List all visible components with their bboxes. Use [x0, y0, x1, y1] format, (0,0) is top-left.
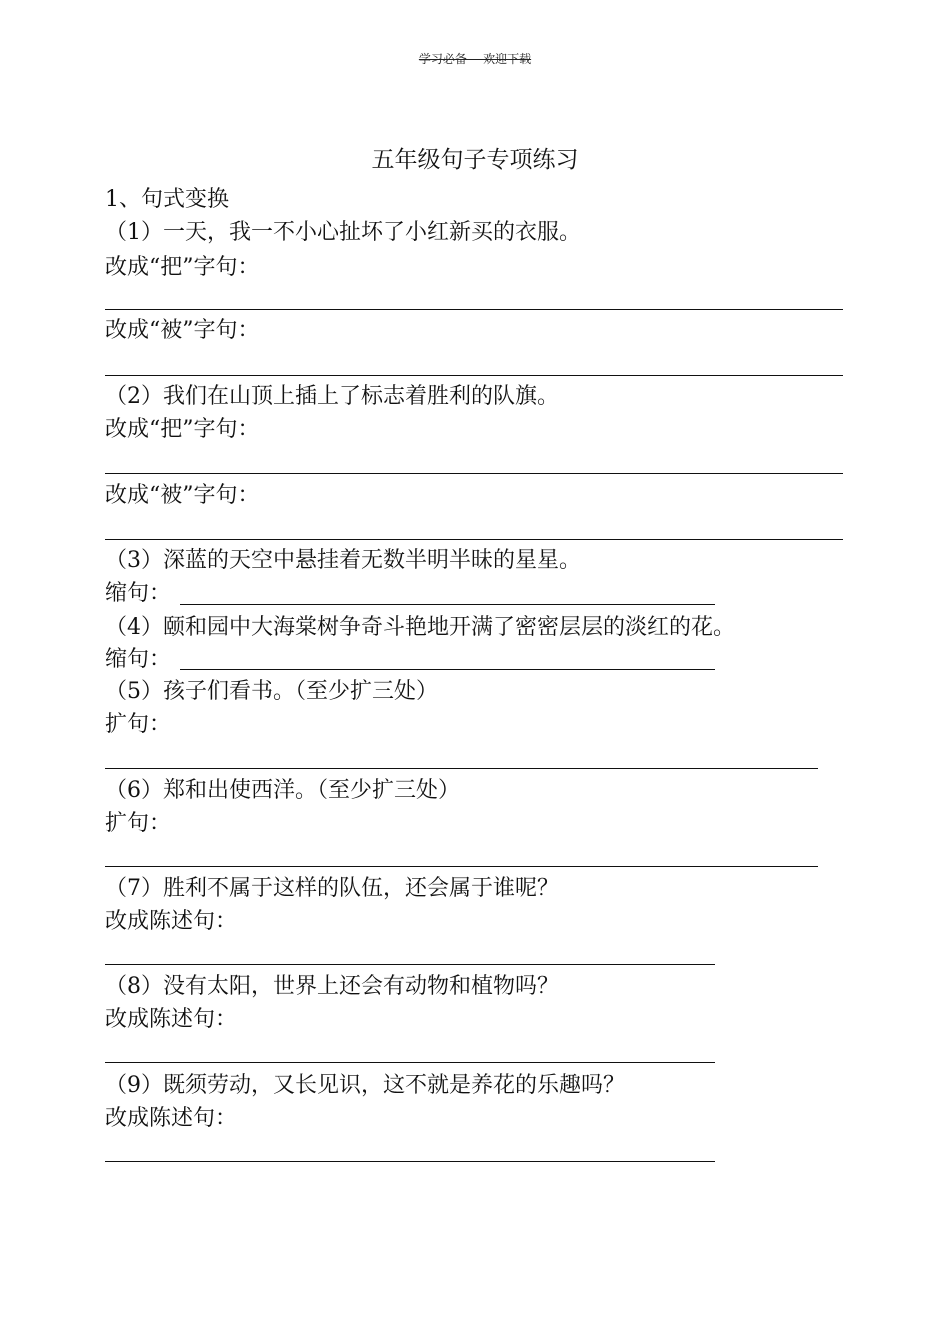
- answer-line-9[interactable]: [105, 1161, 715, 1162]
- question-4: （4）颐和园中大海棠树争奇斗艳地开满了密密层层的淡红的花。: [105, 615, 735, 640]
- answer-line-1a[interactable]: [105, 309, 843, 310]
- question-6: （6）郑和出使西洋。（至少扩三处）: [105, 778, 460, 803]
- prompt-chenshu-9: 改成陈述句：: [105, 1106, 238, 1131]
- question-3: （3）深蓝的天空中悬挂着无数半明半昧的星星。: [105, 548, 581, 573]
- question-2: （2）我们在山顶上插上了标志着胜利的队旗。: [105, 384, 559, 409]
- prompt-ba-2: 改成“把”字句：: [105, 417, 260, 442]
- answer-line-1b[interactable]: [105, 375, 843, 376]
- answer-line-2b[interactable]: [105, 539, 843, 540]
- answer-line-3[interactable]: [180, 604, 715, 605]
- answer-line-5[interactable]: [105, 768, 818, 769]
- answer-line-7[interactable]: [105, 964, 715, 965]
- prompt-chenshu-7: 改成陈述句：: [105, 909, 238, 934]
- page-title: 五年级句子专项练习: [371, 147, 579, 173]
- question-5: （5）孩子们看书。（至少扩三处）: [105, 679, 438, 704]
- prompt-suo-3: 缩句：: [105, 581, 172, 606]
- answer-line-6[interactable]: [105, 866, 818, 867]
- prompt-bei-1: 改成“被”字句：: [105, 318, 260, 343]
- question-1: （1）一天，我一不小心扯坏了小红新买的衣服。: [105, 220, 581, 245]
- answer-line-4[interactable]: [180, 669, 715, 670]
- question-7: （7）胜利不属于这样的队伍，还会属于谁呢？: [105, 876, 559, 901]
- prompt-kuo-5: 扩句：: [105, 712, 172, 737]
- prompt-chenshu-8: 改成陈述句：: [105, 1007, 238, 1032]
- prompt-suo-4: 缩句：: [105, 647, 172, 672]
- answer-line-8[interactable]: [105, 1062, 715, 1063]
- question-9: （9）既须劳动，又长见识，这不就是养花的乐趣吗？: [105, 1073, 625, 1098]
- prompt-kuo-6: 扩句：: [105, 811, 172, 836]
- answer-line-2a[interactable]: [105, 473, 843, 474]
- prompt-bei-2: 改成“被”字句：: [105, 483, 260, 508]
- question-8: （8）没有太阳，世界上还会有动物和植物吗？: [105, 974, 559, 999]
- page-header: 学习必备----欢迎下载: [418, 52, 532, 66]
- prompt-ba-1: 改成“把”字句：: [105, 255, 260, 280]
- section-heading: 1、句式变换: [105, 187, 229, 212]
